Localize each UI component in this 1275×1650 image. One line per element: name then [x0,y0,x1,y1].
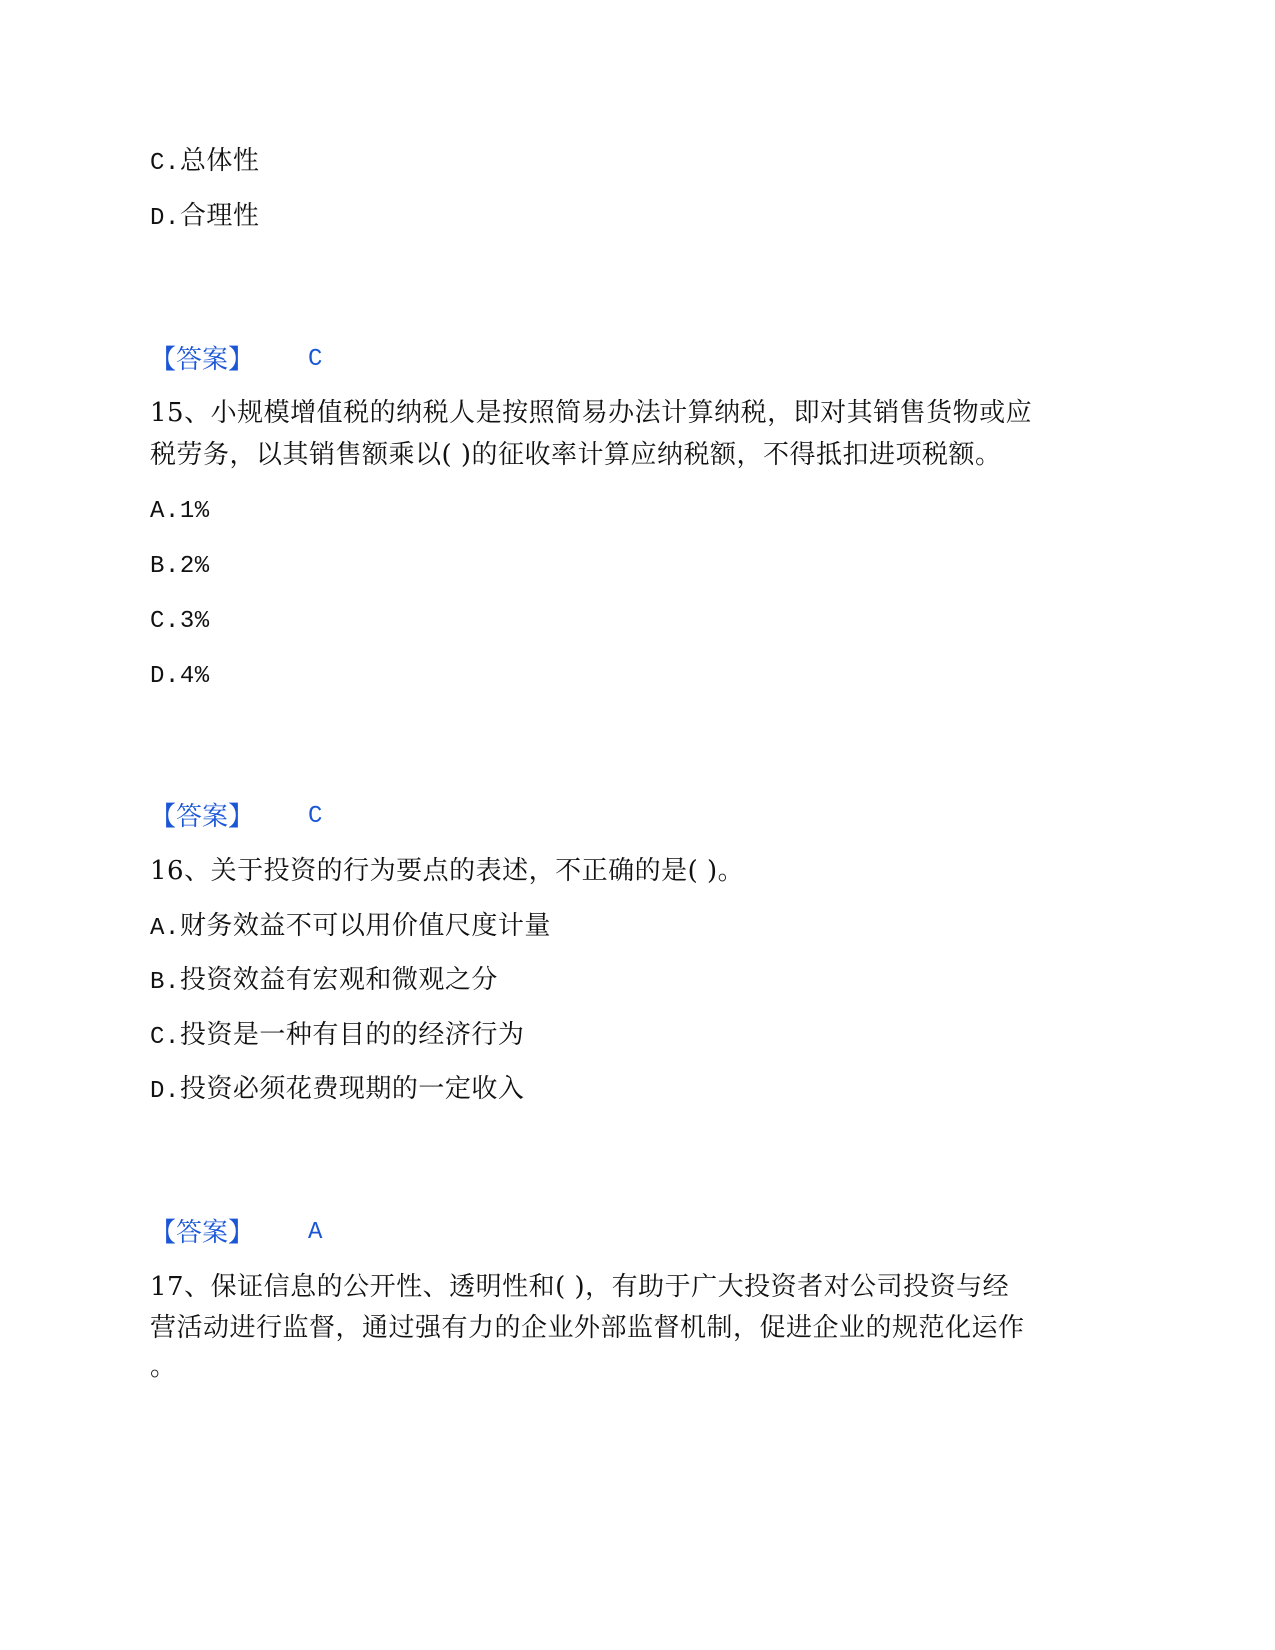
answer-value: C [308,346,323,373]
option-text: 财务效益不可以用价值尺度计量 [179,911,551,941]
option-letter: C. [150,608,180,635]
option-letter: B. [150,969,180,996]
q16-option-a [150,911,551,944]
q17-stem-line-1: 17、保证信息的公开性、透明性和( )，有助于广大投资者对公司投资与经 [150,1272,1010,1302]
answer-label: 【答案】 [150,345,255,375]
option-letter: B. [150,553,180,580]
option-text: 投资必须花费现期的一定收入 [179,1074,525,1104]
option-text: 1% [179,498,210,525]
answer-label: 【答案】 [150,1218,255,1248]
q15-option-b [150,549,210,582]
q15-option-a [150,494,210,527]
q15-option-c [150,604,210,637]
q15-answer [150,802,323,832]
option-text: 4% [179,663,210,690]
option-text: 投资是一种有目的的经济行为 [179,1020,525,1050]
option-text: 2% [179,553,210,580]
q17-stem-line-3: 。 [150,1352,177,1382]
option-text: 总体性 [179,146,260,176]
option-text: 投资效益有宏观和微观之分 [179,965,498,995]
q16-answer [150,1218,323,1248]
q15-option-d [150,659,210,692]
option-letter: D. [150,663,180,690]
option-letter: A. [150,498,180,525]
q16-option-b [150,965,498,998]
option-letter: D. [150,205,180,232]
q16-option-d [150,1074,524,1107]
answer-value: A [308,1219,323,1246]
option-letter: C. [150,150,180,177]
q14-option-c [150,146,259,179]
q16-stem: 16、关于投资的行为要点的表述，不正确的是( )。 [150,856,745,886]
option-letter: A. [150,915,180,942]
q17-stem-line-2: 营活动进行监督，通过强有力的企业外部监督机制，促进企业的规范化运作 [150,1313,1025,1343]
q15-stem-line-1: 15、小规模增值税的纳税人是按照简易办法计算纳税，即对其销售货物或应 [150,398,1033,428]
q15-stem-line-2: 税劳务，以其销售额乘以( )的征收率计算应纳税额，不得抵扣进项税额。 [150,440,1002,470]
option-text: 合理性 [179,201,260,231]
option-text: 3% [179,608,210,635]
q14-option-d [150,201,259,234]
answer-label: 【答案】 [150,802,255,832]
option-letter: C. [150,1024,180,1051]
answer-value: C [308,803,323,830]
q16-option-c [150,1020,524,1053]
q14-answer [150,345,323,375]
option-letter: D. [150,1078,180,1105]
